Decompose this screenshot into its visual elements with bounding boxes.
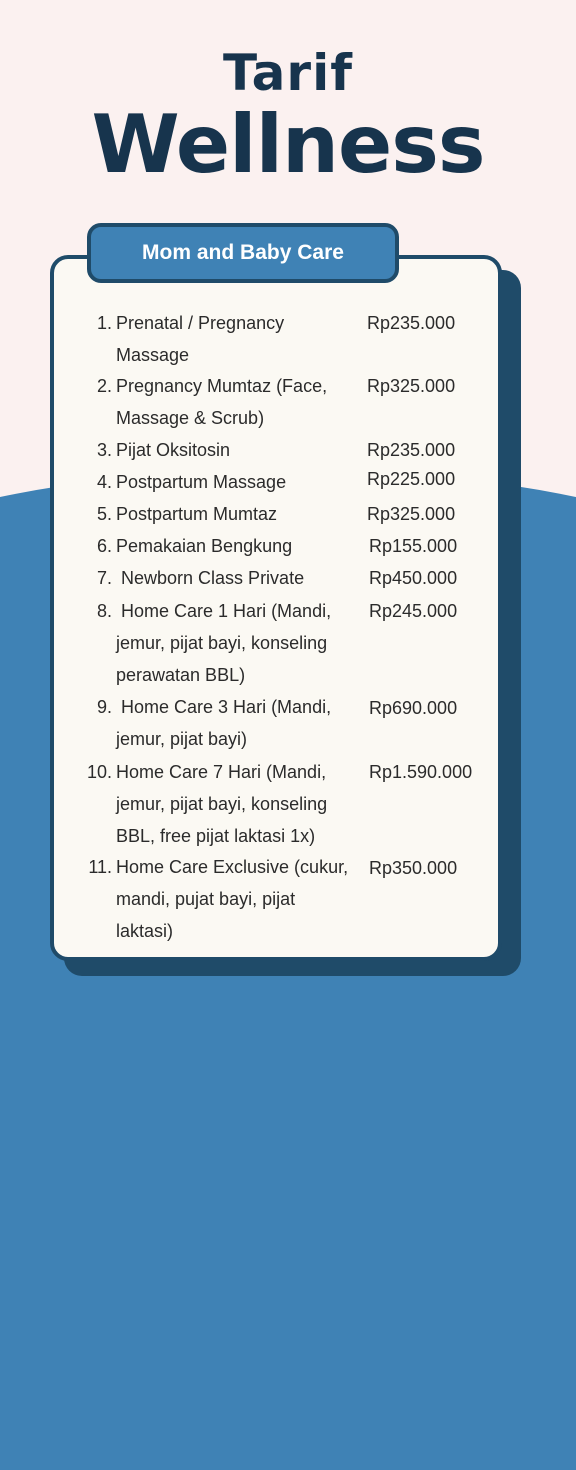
title-line1: Tarif [223, 44, 353, 102]
item-price: Rp235.000 [367, 440, 456, 460]
item-price: Rp690.000 [369, 698, 458, 718]
item-name: Home Care Exclusive (cukur, mandi, pujat bayi, pijat laktasi) [116, 857, 354, 941]
item-name: Home Care 7 Hari (Mandi, jemur, pijat bayi, konseling BBL, free pijat laktasi 1x) [116, 762, 333, 846]
item-number: 8. [96, 601, 112, 621]
item-price: Rp225.000 [367, 469, 456, 489]
item-price: Rp325.000 [367, 504, 456, 524]
item-number: 9. [96, 697, 112, 717]
item-number: 3. [96, 440, 112, 460]
item-number: 7. [96, 568, 112, 588]
item-name: Pijat Oksitosin [116, 440, 231, 460]
item-name: Prenatal / Pregnancy Massage [116, 313, 290, 365]
item-number: 5. [96, 504, 112, 524]
item-name: Home Care 3 Hari (Mandi, jemur, pijat bayi) [116, 697, 337, 749]
item-number: 4. [96, 472, 112, 492]
item-price: Rp245.000 [369, 601, 458, 621]
item-number: 6. [96, 536, 112, 556]
item-price: Rp325.000 [367, 376, 456, 396]
item-name: Pregnancy Mumtaz (Face, Massage & Scrub) [116, 376, 333, 428]
title-line2: Wellness [91, 98, 485, 191]
item-price: Rp350.000 [369, 858, 458, 878]
item-number: 11. [88, 857, 112, 877]
item-price: Rp155.000 [369, 536, 458, 556]
item-number: 1. [96, 313, 112, 333]
item-number: 2. [96, 376, 112, 396]
item-name: Home Care 1 Hari (Mandi, jemur, pijat bayi, konseling perawatan BBL) [116, 601, 337, 685]
section-tab: Mom and Baby Care [87, 223, 399, 283]
item-price: Rp1.590.000 [369, 762, 473, 782]
item-name: Postpartum Massage [116, 472, 287, 492]
item-price: Rp450.000 [369, 568, 458, 588]
item-name: Pemakaian Bengkung [116, 536, 293, 556]
item-name: Postpartum Mumtaz [116, 504, 278, 524]
item-price: Rp235.000 [367, 313, 456, 333]
item-name: Newborn Class Private [116, 568, 305, 588]
item-number: 10. [86, 762, 112, 782]
